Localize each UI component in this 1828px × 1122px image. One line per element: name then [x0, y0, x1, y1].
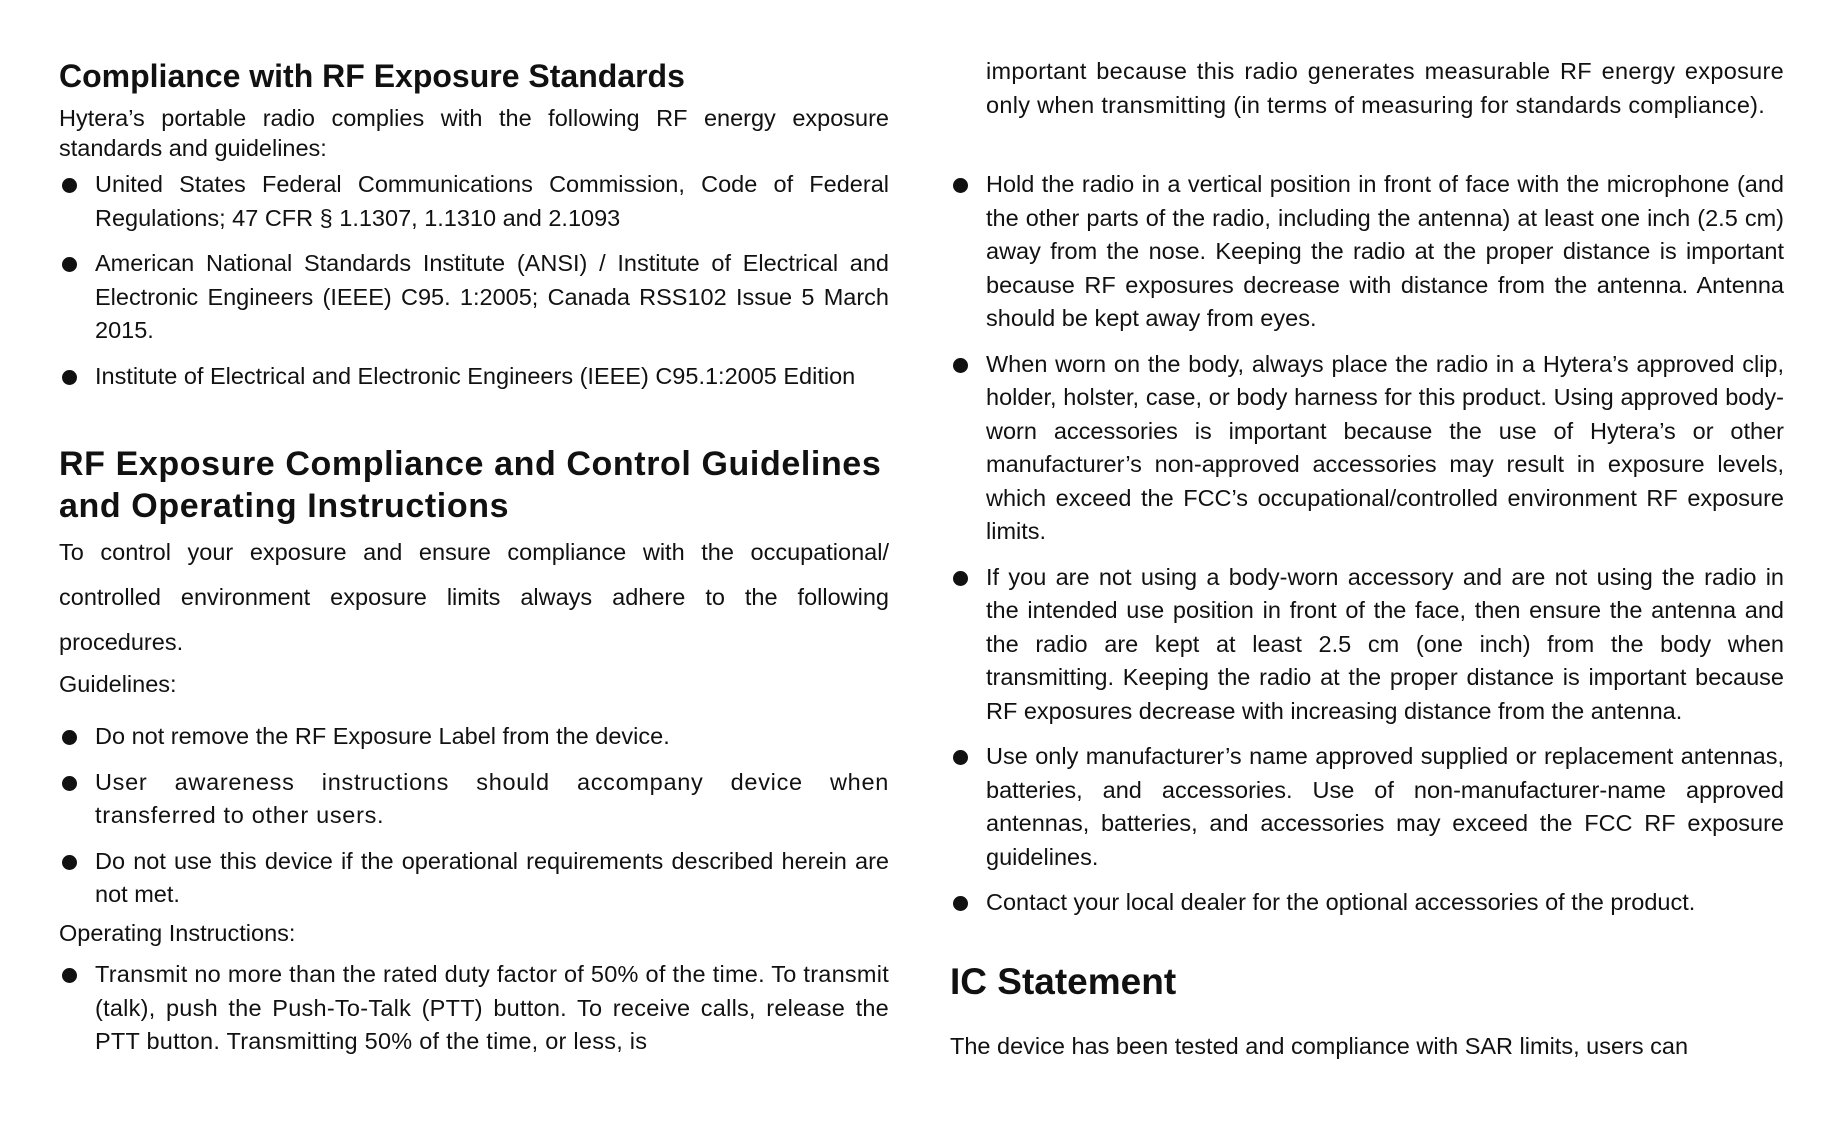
guidelines-list: [59, 720, 889, 912]
operating-list-continued: [950, 168, 1784, 920]
bullet-icon: [953, 358, 968, 373]
operating-continuation: important because this radio generates measurable RF energy exposure only when transmitting (in terms of measuring for standards compliance).: [986, 58, 1784, 118]
list-item: American National Standards Institute (ANSI) / Institute of Electrical and Electronic Engineers (IEEE) C95. 1:2005; Canada RSS102 Issue 5 March 2015.: [59, 247, 889, 348]
guidelines-intro: To control your exposure and ensure compliance with the occupational/ controlled environment exposure limits always adhere to the following procedures.: [59, 539, 889, 655]
list-item: Contact your local dealer for the optional accessories of the product.: [950, 886, 1784, 920]
bullet-icon: [62, 968, 77, 983]
list-item: Use only manufacturer’s name approved supplied or replacement antennas, batteries, and accessories. Use of non-manufacturer-name approved antennas, batteries, and accessories may exceed the FCC RF exposure guidelines.: [950, 740, 1784, 874]
list-item: Transmit no more than the rated duty factor of 50% of the time. To transmit (talk), push the Push-To-Talk (PTT) button. To receive calls, release the PTT button. Transmitting 50% of the time, or less, is: [59, 958, 889, 1059]
standards-intro: Hytera’s portable radio complies with the following RF energy exposure standards and guidelines:: [59, 105, 889, 161]
bullet-icon: [62, 370, 77, 385]
operating-list: [59, 958, 889, 1059]
bullet-icon: [953, 896, 968, 911]
list-item: Do not use this device if the operational requirements described herein are not met.: [59, 845, 889, 912]
bullet-icon: [62, 730, 77, 745]
list-item: If you are not using a body-worn accessory and are not using the radio in the intended use position in front of the face, then ensure the antenna and the radio are kept at least 2.5 cm (one inch) from the body when transmitting. Keeping the radio at the proper distance is important because RF exposures decrease with increasing distance from the antenna.: [950, 561, 1784, 729]
standards-list: [59, 168, 889, 393]
list-item: Hold the radio in a vertical position in front of face with the microphone (and the other parts of the radio, including the antenna) at least one inch (2.5 cm) away from the nose. Keeping the radio at the proper distance is important because RF exposures decrease with distance from the antenna. Antenna should be kept away from eyes.: [950, 168, 1784, 336]
bullet-icon: [62, 855, 77, 870]
heading-rf-exposure-standards: Compliance with RF Exposure Standards: [59, 58, 685, 94]
operating-label: Operating Instructions:: [59, 920, 296, 946]
heading-rf-control-guidelines: RF Exposure Compliance and Control Guidelines and Operating Instructions: [59, 445, 882, 525]
bullet-icon: [62, 257, 77, 272]
ic-statement-text: The device has been tested and compliance with SAR limits, users can: [950, 1033, 1689, 1059]
list-item: When worn on the body, always place the radio in a Hytera’s approved clip, holder, holster, case, or body harness for this product. Using approved body-worn accessories is important because the use of Hytera’s or other manufacturer’s non-approved accessories may result in exposure levels, which exceed the FCC’s occupational/controlled environment RF exposure limits.: [950, 348, 1784, 549]
bullet-icon: [953, 750, 968, 765]
bullet-icon: [953, 571, 968, 586]
bullet-icon: [953, 178, 968, 193]
heading-ic-statement: IC Statement: [950, 961, 1177, 1002]
bullet-icon: [62, 178, 77, 193]
list-item: Do not remove the RF Exposure Label from the device.: [59, 720, 889, 754]
guidelines-label: Guidelines:: [59, 671, 177, 697]
list-item: Institute of Electrical and Electronic Engineers (IEEE) C95.1:2005 Edition: [59, 360, 889, 394]
list-item: United States Federal Communications Commission, Code of Federal Regulations; 47 CFR § 1.1307, 1.1310 and 2.1093: [59, 168, 889, 235]
list-item: User awareness instructions should accompany device when transferred to other users.: [59, 766, 889, 833]
bullet-icon: [62, 776, 77, 791]
